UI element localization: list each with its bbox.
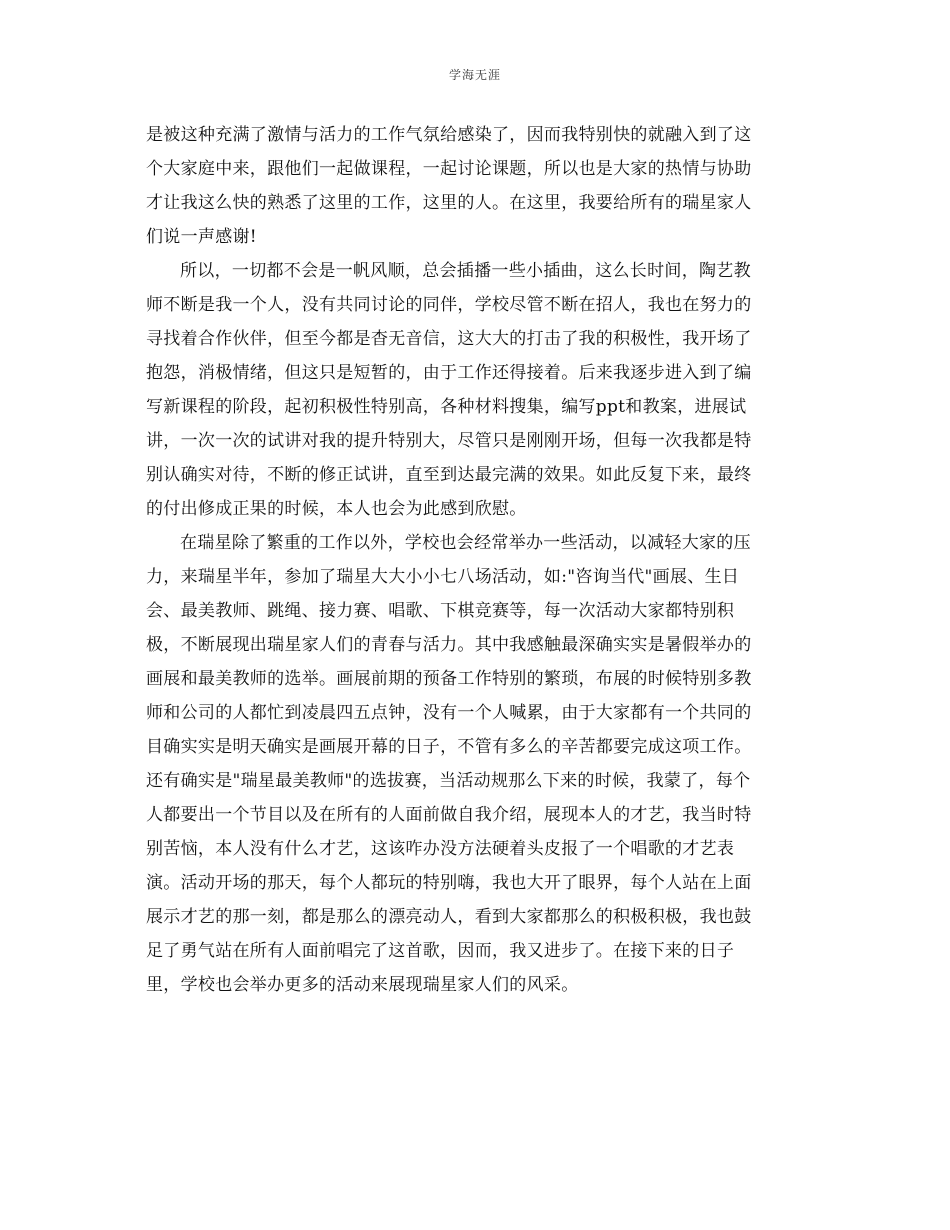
text-line: 目确实实是明天确实是画展开幕的日子，不管有多么的辛苦都要完成这项工作。 [146,737,752,757]
text-line: 演。活动开场的那天，每个人都玩的特别嗨，我也大开了眼界，每个人站在上面 [146,873,752,893]
text-line: 还有确实是"瑞星最美教师"的选拔赛，当活动规那么下来的时候，我蒙了，每个 [146,771,751,791]
text-line: 们说一声感谢! [146,227,257,247]
text-line: 里，学校也会举办更多的活动来展现瑞星家人们的风采。 [146,975,579,995]
body-text [146,118,806,1002]
text-line: 写新课程的阶段，起初积极性特别高，各种材料搜集，编写ppt和教案，进展试 [146,397,747,417]
text-line: 师和公司的人都忙到凌晨四五点钟，没有一个人喊累，由于大家都有一个共同的 [146,703,752,723]
text-line: 抱怨，消极情绪，但这只是短暂的，由于工作还得接着。后来我逐步进入到了编 [146,363,752,383]
text-line: 别认确实对待，不断的修正试讲，直至到达最完满的效果。如此反复下来，最终 [146,465,752,485]
text-line: 寻找着合作伙伴，但至今都是杳无音信，这大大的打击了我的积极性，我开场了 [146,329,752,349]
text-line: 别苦恼，本人没有什么才艺，这该咋办没方法硬着头皮报了一个唱歌的才艺表 [146,839,735,859]
text-line: 师不断是我一个人，没有共同讨论的同伴，学校尽管不断在招人，我也在努力的 [146,295,752,315]
text-line: 力，来瑞星半年，参加了瑞星大大小小七八场活动，如:"咨询当代"画展、生日 [146,567,740,587]
page-header: 学海无涯 [448,68,501,82]
text-line: 是被这种充满了激情与活力的工作气氛给感染了，因而我特别快的就融入到了这 [146,125,752,145]
paragraph-start-line: 在瑞星除了繁重的工作以外，学校也会经常举办一些活动，以减轻大家的压 [180,533,751,553]
paragraph-start-line: 所以，一切都不会是一帆风顺，总会插播一些小插曲，这么长时间，陶艺教 [180,261,751,281]
text-line: 会、最美教师、跳绳、接力赛、唱歌、下棋竞赛等，每一次活动大家都特别积 [146,601,735,621]
text-line: 才让我这么快的熟悉了这里的工作，这里的人。在这里，我要给所有的瑞星家人 [146,193,752,213]
text-line: 个大家庭中来，跟他们一起做课程，一起讨论课题，所以也是大家的热情与协助 [146,159,752,179]
text-line: 展示才艺的那一刻，都是那么的漂亮动人，看到大家都那么的积极积极，我也鼓 [146,907,752,927]
text-line: 足了勇气站在所有人面前唱完了这首歌，因而，我又进步了。在接下来的日子 [146,941,735,961]
text-line: 极，不断展现出瑞星家人们的青春与活力。其中我感触最深确实实是暑假举办的 [146,635,752,655]
text-line: 画展和最美教师的选举。画展前期的预备工作特别的繁琐，布展的时候特别多教 [146,669,752,689]
text-line: 讲，一次一次的试讲对我的提升特别大，尽管只是刚刚开场，但每一次我都是特 [146,431,752,451]
text-line: 人都要出一个节目以及在所有的人面前做自我介绍，展现本人的才艺，我当时特 [146,805,752,825]
text-line: 的付出修成正果的时候，本人也会为此感到欣慰。 [146,499,527,519]
